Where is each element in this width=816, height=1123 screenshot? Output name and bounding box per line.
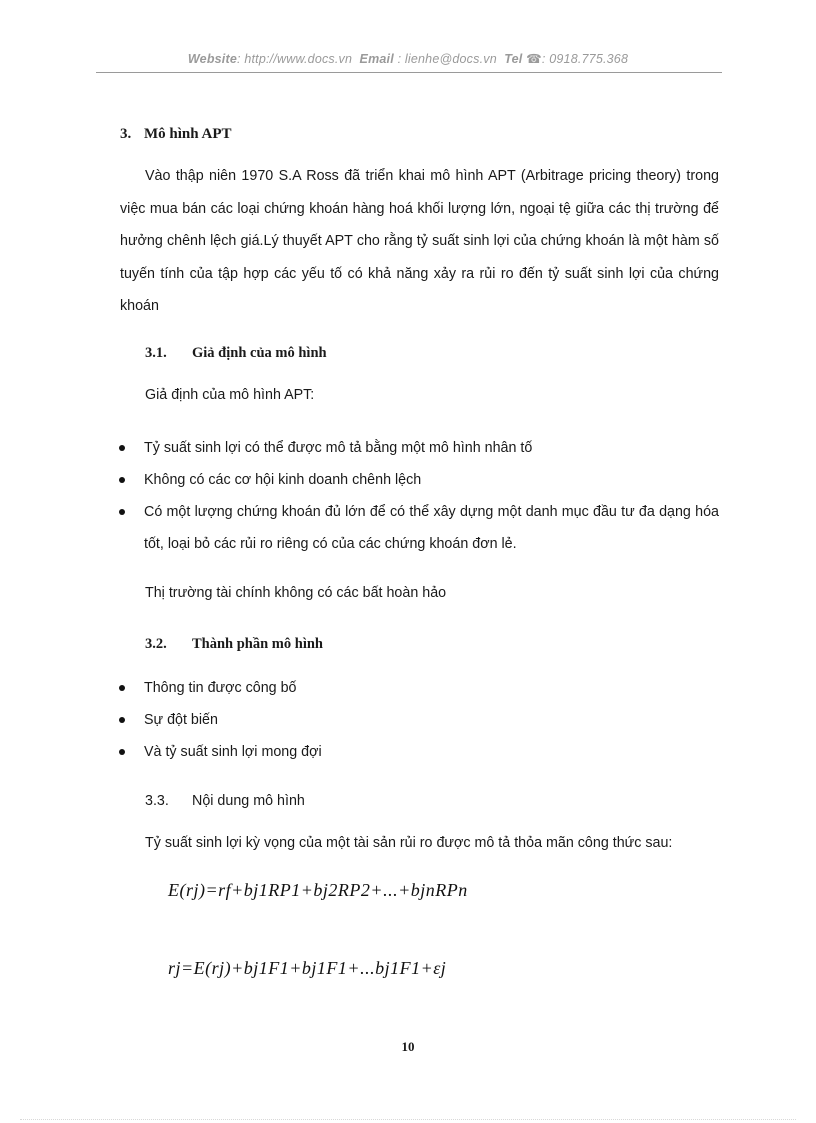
section-3-1-closing: Thị trường tài chính không có các bất hoàn hảo [145,585,447,601]
section-3-1-title: Giả định của mô hình [192,345,327,361]
section-3-2-number: 3.2. [145,636,167,652]
section-3-1-intro: Giả định của mô hình APT: [145,387,315,403]
bullet-icon [119,749,125,755]
section-3-2-title: Thành phần mô hình [192,636,323,652]
bullet-icon [119,477,125,483]
footer-divider [20,1119,796,1120]
website-value: : http://www.docs.vn [237,52,353,66]
section-3-1-heading [145,345,327,362]
formula-expected-return [168,880,468,901]
list-item: Không có các cơ hội kinh doanh chênh lệch [116,464,719,496]
phone-icon: ☎ [526,52,542,66]
bullet-icon [119,445,125,451]
bullet-icon [119,685,125,691]
formula-2-text: rj=E(rj)+bj1F1+bj1F1+...bj1F1+εj [168,958,447,978]
components-list [116,672,719,768]
website-label: Website [187,52,237,66]
list-item: Thông tin được công bố [116,672,719,704]
list-item: Và tỷ suất sinh lợi mong đợi [116,736,719,768]
section-3-3-title: Nội dung mô hình [192,793,305,809]
section-3-3-number: 3.3. [145,793,169,809]
section-3-number: 3. [120,126,132,142]
section-3-3-intro: Tỷ suất sinh lợi kỳ vọng của một tài sản rủi ro được mô tả thỏa mãn công thức sau: [145,835,673,851]
assumptions-list [116,432,719,560]
bullet-icon [119,509,125,515]
list-item: Tỷ suất sinh lợi có thể được mô tả bằng một mô hình nhân tố [116,432,719,464]
section-3-paragraph: Vào thập niên 1970 S.A Ross đã triển khai mô hình APT (Arbitrage pricing theory) trong việc mua bán các loại chứng khoán hàng hoá khối lượng lớn, ngoại tệ giữa các thị trường để hưởng chênh lệch giá.Lý thuyết APT cho rằng tỷ suất sinh lợi của chứng khoán là một hàm số tuyến tính của tập hợp các yếu tố có khả năng xảy ra rủi ro đến tỷ suất sinh lợi của chứng khoán [120,168,719,314]
tel-value: : 0918.775.368 [541,52,629,66]
header-divider [96,72,722,73]
section-3-title: Mô hình APT [144,126,232,142]
list-item: Có một lượng chứng khoán đủ lớn để có thể xây dựng một danh mục đầu tư đa dạng hóa tốt, loại bỏ các rủi ro riêng có của các chứng khoán đơn lẻ. [116,496,719,560]
bullet-icon [119,717,125,723]
section-3-3-heading [145,793,305,809]
page-number: 10 [401,1039,415,1054]
section-3-2-heading [145,636,323,653]
email-value: : lienhe@docs.vn [397,52,497,66]
page-header [0,51,816,66]
email-label: Email [359,52,394,66]
section-3-1-number: 3.1. [145,345,167,361]
section-3-heading [120,126,232,143]
tel-label: Tel [504,52,523,66]
list-item: Sự đột biến [116,704,719,736]
formula-return [168,958,446,979]
formula-1-text: E(rj)=rf+bj1RP1+bj2RP2+...+bjnRPn [168,880,468,900]
